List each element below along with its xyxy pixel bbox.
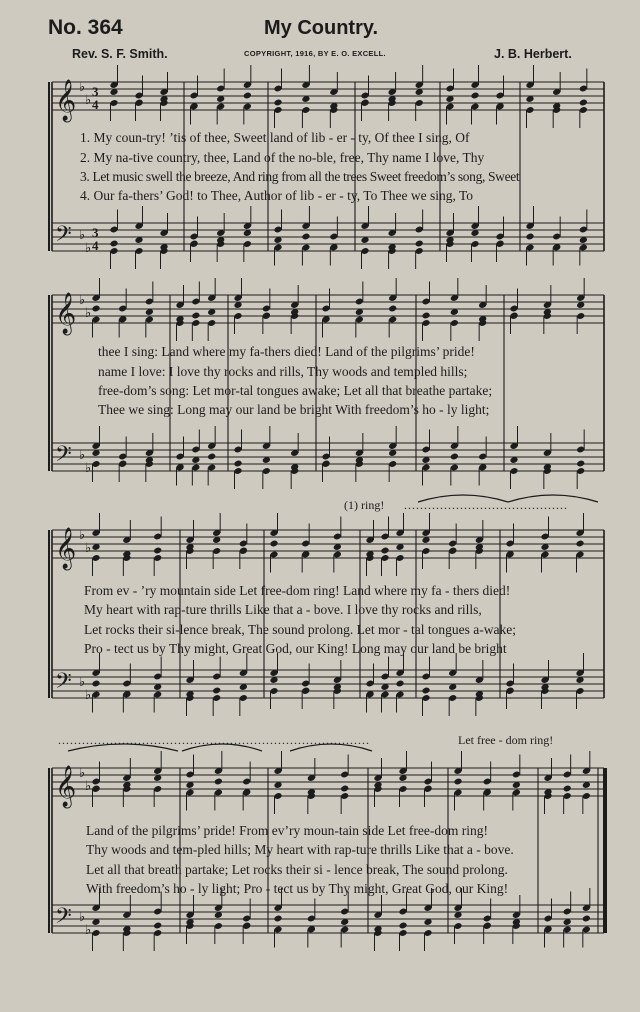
- note-head: [212, 687, 221, 695]
- note-head: [450, 453, 459, 461]
- annotation-dots: ..............................................................................: [58, 733, 370, 747]
- flat-sign: ♭: [85, 540, 92, 555]
- flat-sign: ♭: [79, 79, 86, 94]
- note-head: [398, 922, 407, 930]
- note-head: [153, 922, 162, 930]
- note-head: [421, 687, 430, 695]
- time-signature: 3: [92, 84, 99, 99]
- flat-sign: ♭: [79, 292, 86, 307]
- verse-line: Thee we sing: Long may our land be bright With freedom’s ho - ly light;: [98, 402, 490, 417]
- treble-clef: 𝄞: [55, 293, 77, 334]
- bass-clef: 𝄢: [55, 222, 72, 252]
- flat-sign: ♭: [85, 92, 92, 107]
- note-head: [273, 915, 282, 923]
- hymn-number: No. 364: [48, 16, 123, 39]
- note-head: [575, 540, 584, 548]
- note-head: [388, 305, 397, 313]
- time-signature: 4: [92, 97, 99, 112]
- flat-sign: ♭: [85, 460, 92, 475]
- copyright-notice: COPYRIGHT, 1916, BY E. O. EXCELL.: [244, 49, 386, 58]
- music-annotation: Let free - dom ring!: [458, 733, 554, 747]
- composer-credit: J. B. Herbert.: [494, 47, 572, 61]
- note-head: [453, 778, 462, 786]
- verse-line: 3. Let music swell the breeze, And ring from all the trees Sweet freedom’s song, Sweet: [80, 169, 520, 184]
- note-head: [273, 99, 282, 107]
- verse-line: name I love: I love thy rocks and rills, Thy woods and templed hills;: [98, 364, 468, 379]
- flat-sign: ♭: [79, 227, 86, 242]
- verse-line: free-dom’s song: Let mor-tal tongues awake; Let all that breathe partake;: [98, 383, 493, 398]
- verse-line: With freedom’s ho - ly light; Pro - tect us by Thy might, Great God, our King!: [86, 881, 509, 896]
- verse-line: 1. My coun-try! ’tis of thee, Sweet land of lib - er - ty, Of thee I sing, Of: [80, 130, 470, 145]
- note-head: [214, 778, 223, 786]
- hymn-title: My Country.: [264, 17, 379, 39]
- final-bar-line: [603, 768, 607, 933]
- verse-line: 4. Our fa-thers’ God! to Thee, Author of lib - er - ty, To Thee we sing, To: [80, 188, 474, 203]
- note-head: [470, 92, 479, 100]
- verse-line: Thy woods and tem-pled hills; My heart with rap-ture thrills Like that a - bove.: [86, 842, 514, 857]
- annotation-dots: .........................................: [404, 498, 568, 512]
- time-signature: 4: [92, 238, 99, 253]
- note-head: [243, 92, 252, 100]
- verse-line: Let rocks their si-lence break, The sound prolong. Let mor - tal tongues a-wake;: [84, 622, 516, 637]
- flat-sign: ♭: [79, 527, 86, 542]
- flat-sign: ♭: [79, 765, 86, 780]
- verse-line: Let all that breath partake; Let rocks their si - lence break, The sound prolong.: [86, 862, 508, 877]
- note-head: [153, 547, 162, 555]
- verse-line: thee I sing: Land where my fa-thers died! Land of the pilgrims’ pride!: [98, 344, 475, 359]
- note-head: [191, 312, 200, 320]
- verse-line: Pro - tect us by Thy might, Great God, our King! Long may our land be bright: [84, 641, 507, 656]
- note-head: [109, 240, 118, 248]
- music-annotation: (1) ring!: [344, 498, 385, 512]
- treble-clef: 𝄞: [55, 80, 77, 121]
- note-head: [301, 233, 310, 241]
- note-head: [233, 460, 242, 468]
- flat-sign: ♭: [85, 305, 92, 320]
- flat-sign: ♭: [79, 909, 86, 924]
- note-head: [421, 312, 430, 320]
- treble-clef: 𝄞: [55, 528, 77, 569]
- note-head: [579, 99, 588, 107]
- note-head: [207, 453, 216, 461]
- note-head: [576, 460, 585, 468]
- flat-sign: ♭: [85, 778, 92, 793]
- flat-sign: ♭: [79, 447, 86, 462]
- flat-sign: ♭: [85, 922, 92, 937]
- verse-line: From ev - ’ry mountain side Let free-dom ring! Land where my fa - thers died!: [84, 583, 511, 598]
- note-head: [340, 785, 349, 793]
- treble-clef: 𝄞: [55, 766, 77, 807]
- flat-sign: ♭: [85, 687, 92, 702]
- verse-line: My heart with rap-ture thrills Like that a - bove. I love thy rocks and rills,: [84, 602, 482, 617]
- bass-clef: 𝄢: [55, 669, 72, 699]
- note-head: [415, 240, 424, 248]
- bass-clef: 𝄢: [55, 904, 72, 934]
- note-head: [525, 233, 534, 241]
- bass-clef: 𝄢: [55, 442, 72, 472]
- time-signature: 3: [92, 225, 99, 240]
- note-head: [395, 680, 404, 688]
- verse-line: Land of the pilgrims’ pride! From ev’ry moun-tain side Let free-dom ring!: [86, 823, 489, 838]
- lyricist-credit: Rev. S. F. Smith.: [72, 47, 168, 61]
- flat-sign: ♭: [85, 240, 92, 255]
- note-head: [380, 547, 389, 555]
- note-head: [563, 785, 572, 793]
- note-head: [91, 305, 100, 313]
- note-head: [582, 915, 591, 923]
- flat-sign: ♭: [79, 674, 86, 689]
- verse-line: 2. My na-tive country, thee, Land of the no-ble, free, Thy name I love, Thy: [80, 150, 485, 165]
- note-head: [91, 680, 100, 688]
- note-head: [269, 540, 278, 548]
